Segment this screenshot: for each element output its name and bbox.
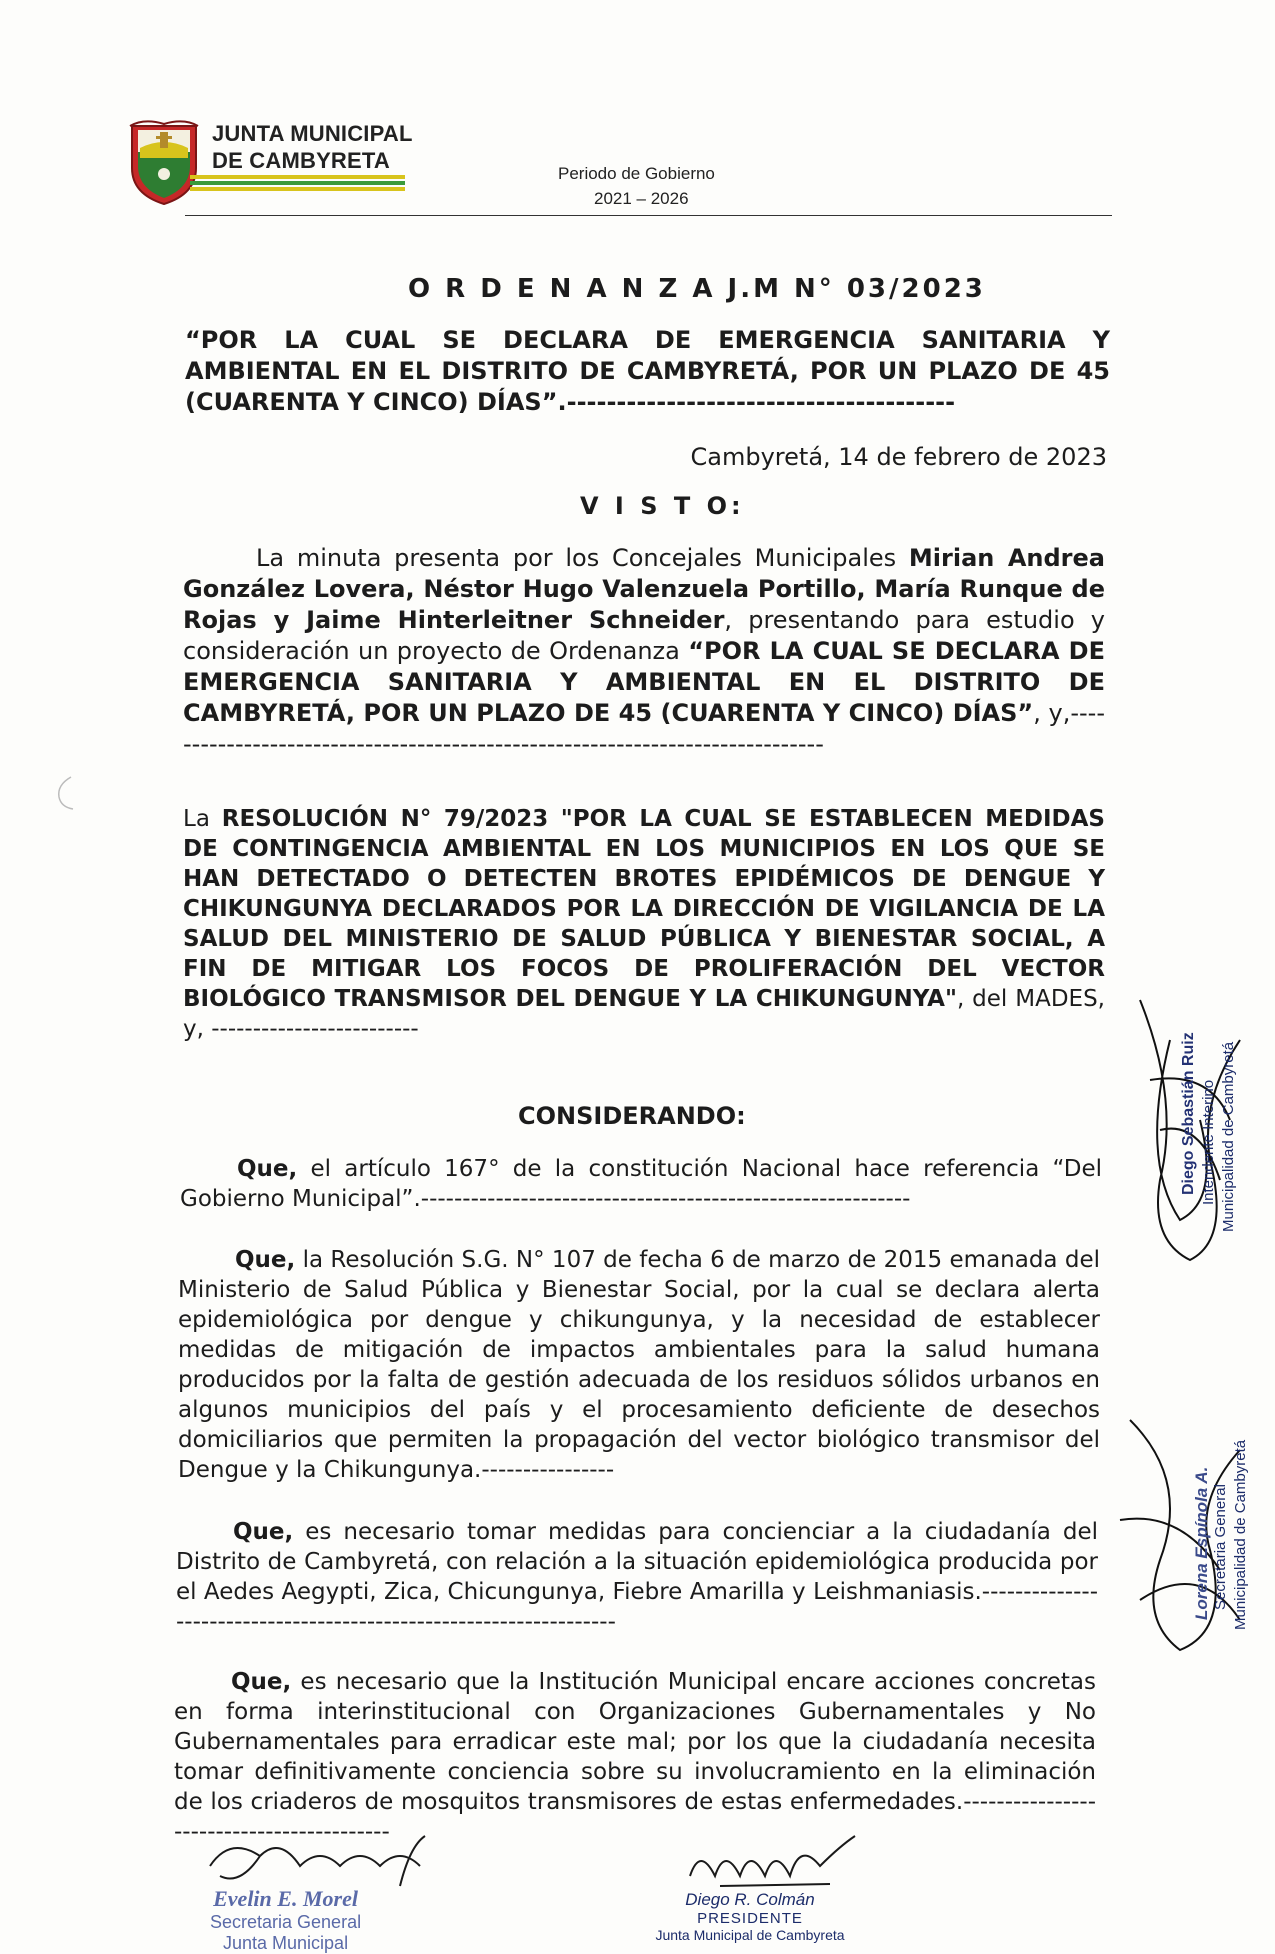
resolucion-paragraph (183, 804, 1105, 1044)
signer-middle-title: PRESIDENTE (697, 1910, 803, 1927)
stamp-name-fragment: Diego Sebastián Ruiz (1180, 1032, 1197, 1195)
visto-middle: , presentando para estudio y consideración un proyecto de Ordenanza (183, 606, 1105, 665)
que-lead: Que, (237, 1156, 298, 1182)
signature-presidente-icon (680, 1826, 870, 1896)
que-text: la Resolución S.G. N° 107 de fecha 6 de marzo de 2015 emanada del Ministerio de Salud Pública y Bienestar Social, por la cual se declara alerta epidemiológica por dengue y chikungunya, y la necesidad de establecer medidas de mitigación de impactos ambientales para la salud humana producidos por la falta de gestión adecuada de los residuos sólidos urbanos en algunos municipios del país y el procesamiento deficiente de desechos domiciliarios que permiten la propagación del vector biológico transmisor del Dengue y la Chikungunya.---------------- (178, 1247, 1100, 1483)
signer-left-name: Evelin E. Morel (213, 1886, 358, 1911)
ordinance-title: O R D E N A N Z A J.M N° 03/2023 (408, 274, 986, 304)
stamp-secretaria-title: Secretaria General (1212, 1484, 1229, 1610)
stamp-secretaria-name: Lorena Espínola A. (1192, 1466, 1211, 1620)
stamp-intendente-title: Intendente Interino (1200, 1079, 1217, 1205)
resolucion-intro: La (183, 806, 222, 832)
org-name-line2: DE CAMBYRETA (212, 148, 390, 173)
signer-middle-inst: Junta Municipal de Cambyreta (655, 1927, 845, 1943)
considerando-heading: CONSIDERANDO: (518, 1102, 746, 1130)
document-date: Cambyretá, 14 de febrero de 2023 (690, 443, 1107, 471)
visto-quoted-title: “POR LA CUAL SE DECLARA DE EMERGENCIA SANITARIA Y AMBIENTAL EN EL DISTRITO DE CAMBYRETÁ, POR UN PLAZO DE 45 (CUARENTA Y CINCO) DÍAS” (183, 637, 1105, 727)
que-paragraph-2 (178, 1245, 1100, 1485)
que-text: es necesario tomar medidas para concienciar a la ciudadanía del Distrito de Cambyretá, con relación a la situación epidemiológica producida por el Aedes Aegypti, Zica, Chicungunya, Fiebre Amarilla y Leishmaniasis.------------------------------------------------------------------- (176, 1519, 1098, 1635)
period-label: Periodo de Gobierno (558, 164, 715, 183)
header-stripe-yellow-2 (190, 187, 405, 191)
que-text: es necesario que la Institución Municipal encare acciones concretas en forma interinstitucional con Organizaciones Gubernamentales y No Gubernamentales para erradicar este mal; por los que la ciudadanía necesita tomar definitivamente conciencia sobre su involucramiento en la eliminación de los criaderos de mosquitos transmisores de estas enfermedades.------------------------------------------ (174, 1669, 1096, 1845)
signature-block-middle (650, 1890, 850, 1943)
header-stripe-yellow (190, 175, 405, 179)
que-text: el artículo 167° de la constitución Nacional hace referencia “Del Gobierno Municipal”.----------------------------------------------------------- (180, 1156, 1102, 1212)
que-paragraph-4 (174, 1667, 1096, 1847)
resolucion-tail: , del MADES, y, ------------------------- (183, 986, 1105, 1042)
visto-names: Mirian Andrea González Lovera, Néstor Hugo Valenzuela Portillo, María Runque de Rojas y Jaime Hinterleitner Schneider (183, 544, 1105, 634)
resolucion-title: RESOLUCIÓN N° 79/2023 "POR LA CUAL SE ESTABLECEN MEDIDAS DE CONTINGENCIA AMBIENTAL EN LOS MUNICIPIOS EN LOS QUE SE HAN DETECTADO O DETECTEN BROTES EPIDÉMICOS DE DENGUE Y CHIKUNGUNYA DECLARADOS POR LA DIRECCIÓN DE VIGILANCIA DE LA SALUD DEL MINISTERIO DE SALUD PÚBLICA Y BIENESTAR SOCIAL, A FIN DE MITIGAR LOS FOCOS DE PROLIFERACIÓN DEL VECTOR BIOLÓGICO TRANSMISOR DEL DENGUE Y LA CHIKUNGUNYA" (183, 806, 1105, 1012)
signer-left-title: Secretaria General (210, 1912, 362, 1932)
visto-heading: V I S T O: (580, 492, 745, 520)
que-paragraph-1 (180, 1154, 1102, 1214)
signer-middle-name: Diego R. Colmán (685, 1890, 815, 1909)
header-divider (185, 215, 1112, 216)
que-paragraph-3 (176, 1517, 1098, 1637)
stamp-secretaria-inst: Municipalidad de Cambyretá (1232, 1439, 1249, 1630)
period-years: 2021 – 2026 (594, 189, 689, 208)
header-stripe-green (190, 181, 405, 185)
visto-intro: La minuta presenta por los Concejales Municipales (256, 544, 909, 572)
margin-mark-icon (55, 775, 75, 811)
que-lead: Que, (235, 1247, 296, 1273)
municipal-logo-icon (124, 118, 204, 206)
que-lead: Que, (233, 1519, 294, 1545)
que-lead: Que, (231, 1669, 292, 1695)
org-name-line1: JUNTA MUNICIPAL (212, 121, 413, 146)
visto-paragraph (183, 543, 1105, 760)
visto-tail: , y,------------------------------------------------------------------------------ (183, 699, 1105, 758)
signer-left-inst: Junta Municipal (223, 1933, 349, 1953)
signature-block-left (210, 1886, 361, 1954)
stamp-intendente-inst: Municipalidad de Cambyretá (1220, 1041, 1237, 1232)
ordinance-subject: “POR LA CUAL SE DECLARA DE EMERGENCIA SANITARIA Y AMBIENTAL EN EL DISTRITO DE CAMBYRETÁ, POR UN PLAZO DE 45 (CUARENTA Y CINCO) DÍAS”.--------------------------------------- (185, 326, 1110, 416)
